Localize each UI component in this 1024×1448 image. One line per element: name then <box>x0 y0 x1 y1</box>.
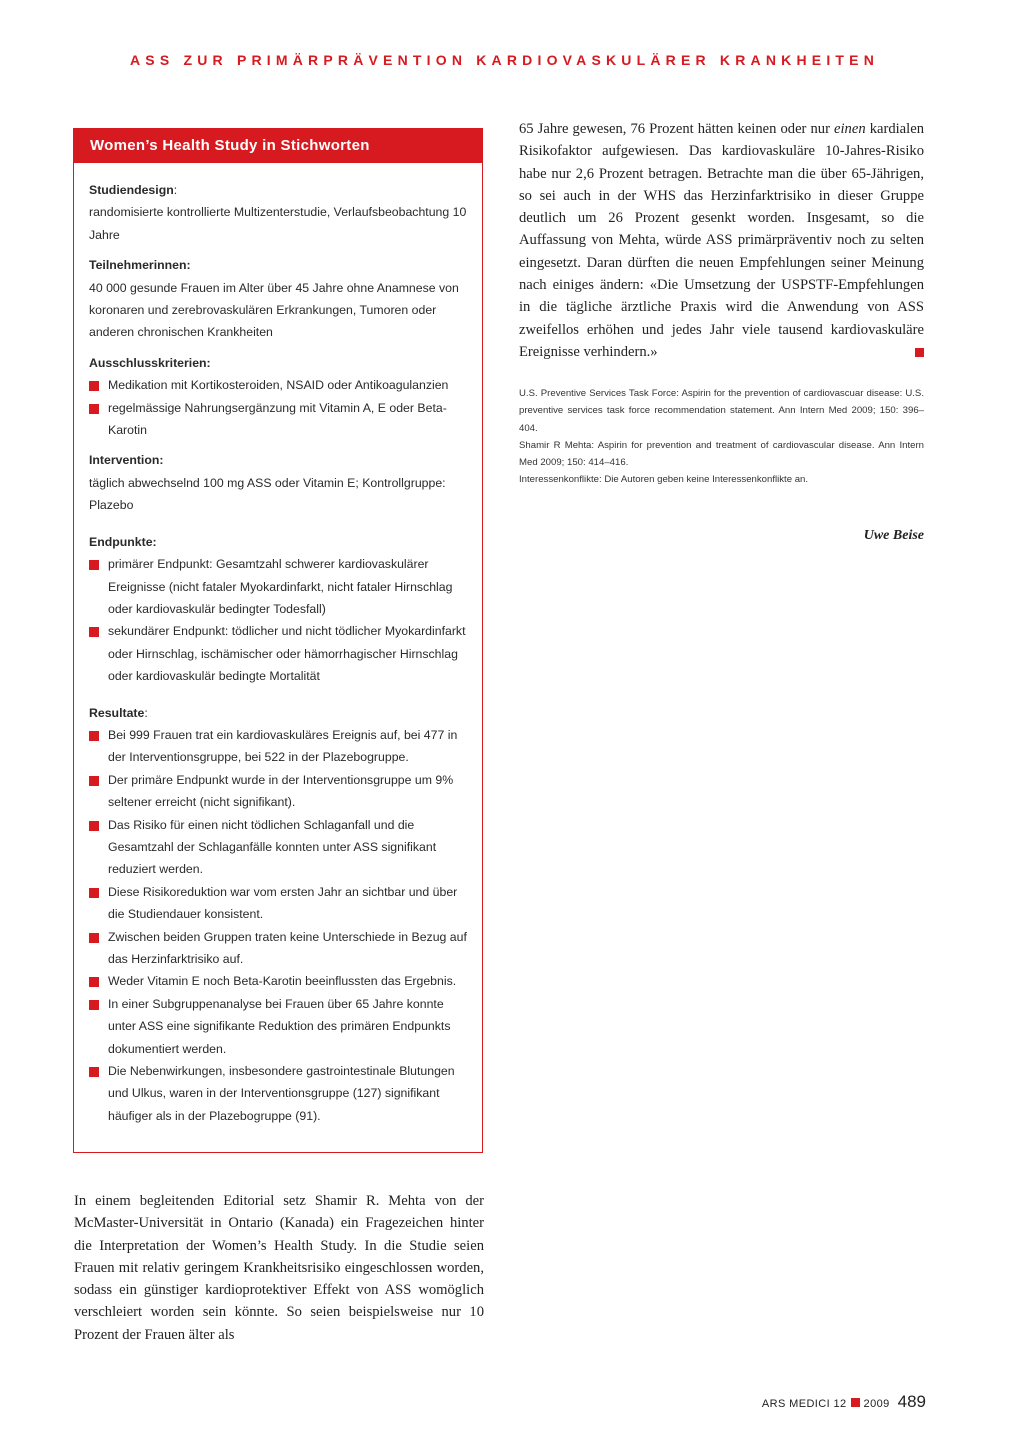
section-text: täglich abwechselnd 100 mg ASS oder Vitamin E; Kontrollgruppe: Plazebo <box>89 475 446 513</box>
section-studiendesign: Studiendesign: randomisierte kontrollierte Multizenterstudie, Verlaufsbeobachtung 10 Jahre <box>89 179 470 246</box>
end-of-article-square-icon <box>915 348 924 357</box>
list-item: Die Nebenwirkungen, insbesondere gastrointestinale Blutungen und Ulkus, waren in der Interventionsgruppe (127) signifikant häufiger als in der Plazebogruppe (91). <box>89 1060 470 1127</box>
list-item: Der primäre Endpunkt wurde in der Interventionsgruppe um 9% seltener erreicht (nicht signifikant). <box>89 769 470 814</box>
list-item: In einer Subgruppenanalyse bei Frauen über 65 Jahre konnte unter ASS eine signifikante Reduktion des primären Endpunkts dokumentiert werden. <box>89 993 470 1060</box>
conflict-of-interest: Interessenkonflikte: Die Autoren geben keine Interessenkonflikte an. <box>519 474 809 486</box>
reference-item: Shamir R Mehta: Aspirin for prevention and treatment of cardiovascular disease. Ann Intern Med 2009; 150: 414–416. <box>519 439 924 469</box>
list-item: primärer Endpunkt: Gesamtzahl schwerer kardiovaskulärer Ereignisse (nicht fataler Myokardinfarkt, nicht fataler Hirnschlag oder kardiovaskulär bedingter Todesfall) <box>89 553 470 620</box>
body-text-left: In einem begleitenden Editorial setz Shamir R. Mehta von der McMaster-Universität in Ontario (Kanada) ein Fragezeichen hinter die Interpretation der Women’s Health Study. In die Studie seien Frauen mit relativ geringem Krankheitsrisiko eingeschlossen worden, sodass ein günstiger kardioprotektiver Effekt von ASS womöglich verschleiert worden sein könnte. So seien beispielsweise nur 10 Prozent der Frauen älter als <box>74 1193 484 1343</box>
bullet-square-icon <box>89 731 99 741</box>
page-footer <box>762 1392 926 1412</box>
list-item: Bei 999 Frauen trat ein kardiovaskuläres Ereignis auf, bei 477 in der Interventionsgruppe, bei 522 in der Plazebogruppe. <box>89 724 470 769</box>
section-heading: Resultate <box>89 705 145 720</box>
journal-name: ARS MEDICI 12 <box>761 1398 847 1410</box>
bullet-list <box>89 724 470 1127</box>
list-item: regelmässige Nahrungsergänzung mit Vitamin A, E oder Beta-Karotin <box>89 397 470 442</box>
bullet-list <box>89 553 470 687</box>
info-box-title: Women’s Health Study in Stichworten <box>74 129 482 163</box>
bullet-square-icon <box>89 627 99 637</box>
section-endpunkte <box>89 531 470 688</box>
running-head: ASS ZUR PRIMÄRPRÄVENTION KARDIOVASKULÄRER KRANKHEITEN <box>130 52 880 68</box>
bullet-list <box>89 374 470 441</box>
info-box <box>73 128 483 1153</box>
footer-square-icon <box>851 1398 860 1407</box>
body-text-right: 65 Jahre gewesen, 76 Prozent hätten keinen oder nur einen kardialen Risikofaktor aufgewiesen. Das kardiovaskuläre 10-Jahres-Risiko habe nur 2,6 Prozent betragen. Betrachte man die über 65-Jährigen, so sei auch in der WHS das Herzinfarktrisiko in dieser Gruppe deutlich um 26 Prozent gesenkt worden. Insgesamt, so die Auffassung von Mehta, würde ASS primärpräventiv noch zu selten eingesetzt. Daran dürften die neuen Empfehlungen seiner Meinung nach einiges ändern: «Die Umsetzung der USPSTF-Empfehlungen in die tägliche ärztliche Praxis wird die Anwendung von ASS zweifellos erhöhen und jedes Jahr viele tausend kardiovaskuläre Ereignisse verhindern.» <box>519 121 924 360</box>
bullet-square-icon <box>89 381 99 391</box>
bullet-square-icon <box>89 404 99 414</box>
list-item: Weder Vitamin E noch Beta-Karotin beeinflussten das Ergebnis. <box>89 970 470 992</box>
section-teilnehmerinnen <box>89 254 470 344</box>
references <box>519 385 924 488</box>
list-item: sekundärer Endpunkt: tödlicher und nicht tödlicher Myokardinfarkt oder Hirnschlag, ischämischer oder hämorrhagischer Hirnschlag oder kardiovaskulär bedingte Mortalität <box>89 620 470 687</box>
bullet-square-icon <box>89 821 99 831</box>
section-heading: Teilnehmerinnen: <box>89 258 191 273</box>
list-item: Zwischen beiden Gruppen traten keine Unterschiede in Bezug auf das Herzinfarktrisiko auf. <box>89 926 470 971</box>
bullet-square-icon <box>89 977 99 987</box>
section-intervention <box>89 449 470 516</box>
emphasis-word: einen <box>834 121 866 137</box>
section-heading: Ausschlusskriterien: <box>89 355 211 370</box>
section-heading: Intervention: <box>89 453 164 468</box>
bullet-square-icon <box>89 1067 99 1077</box>
section-heading: Studiendesign <box>89 183 174 197</box>
right-column <box>519 118 924 544</box>
section-text: randomisierte kontrollierte Multizenterstudie, Verlaufsbeobachtung 10 Jahre <box>89 205 467 242</box>
bullet-square-icon <box>89 776 99 786</box>
bullet-square-icon <box>89 888 99 898</box>
list-item: Das Risiko für einen nicht tödlichen Schlaganfall und die Gesamtzahl der Schlaganfälle konnten unter ASS signifikant reduziert werden. <box>89 814 470 881</box>
reference-item: U.S. Preventive Services Task Force: Aspirin for the prevention of cardiovascuar disease: U.S. preventive services task force recommendation statement. Ann Intern Med 2009; 150: 396–404. <box>519 388 924 434</box>
info-box-body <box>74 163 482 1127</box>
bullet-square-icon <box>89 933 99 943</box>
list-item: Medikation mit Kortikosteroiden, NSAID oder Antikoagulanzien <box>89 374 470 396</box>
section-text: 40 000 gesunde Frauen im Alter über 45 Jahre ohne Anamnese von koronaren und zerebrovaskulären Erkrankungen, Tumoren oder anderen chronischen Krankheiten <box>89 280 459 340</box>
list-item: Diese Risikoreduktion war vom ersten Jahr an sichtbar und über die Studiendauer konsistent. <box>89 881 470 926</box>
section-heading: Endpunkte: <box>89 534 157 549</box>
author-name: Uwe Beise <box>863 528 924 544</box>
page-number: 489 <box>897 1392 926 1411</box>
section-resultate: Resultate: Bei 999 Frauen trat ein kardiovaskuläres Ereignis auf, bei 477 in der Interventionsgruppe, bei 522 in der Plazebogruppe. Der primäre Endpunkt wurde in der Interventionsgruppe um 9% seltener erreicht (nicht signifikant). Das Risiko für einen nicht tödlichen Schlaganfall und die Gesamtzahl der Schlaganfälle konnten unter ASS signifikant reduziert werden. Diese Risikoreduktion war vom ersten Jahr an sichtbar und über die Studiendauer konsistent. Zwischen beiden Gruppen traten keine Unterschiede in Bezug auf das Herzinfarktrisiko auf. Weder Vitamin E noch Beta-Karotin beeinflussten das Ergebnis. In einer Subgruppenanalyse bei Frauen über 65 Jahre konnte unter ASS eine signifikante Reduktion des primären Endpunkts dokumentiert werden. Die Nebenwirkungen, insbesondere gastrointestinale Blutungen und Ulkus, waren in der Interventionsgruppe (127) signifikant häufiger als in der Plazebogruppe (91). <box>89 702 470 1128</box>
bullet-square-icon <box>89 1000 99 1010</box>
issue-year: 2009 <box>863 1398 890 1410</box>
section-ausschlusskriterien <box>89 352 470 442</box>
bullet-square-icon <box>89 560 99 570</box>
